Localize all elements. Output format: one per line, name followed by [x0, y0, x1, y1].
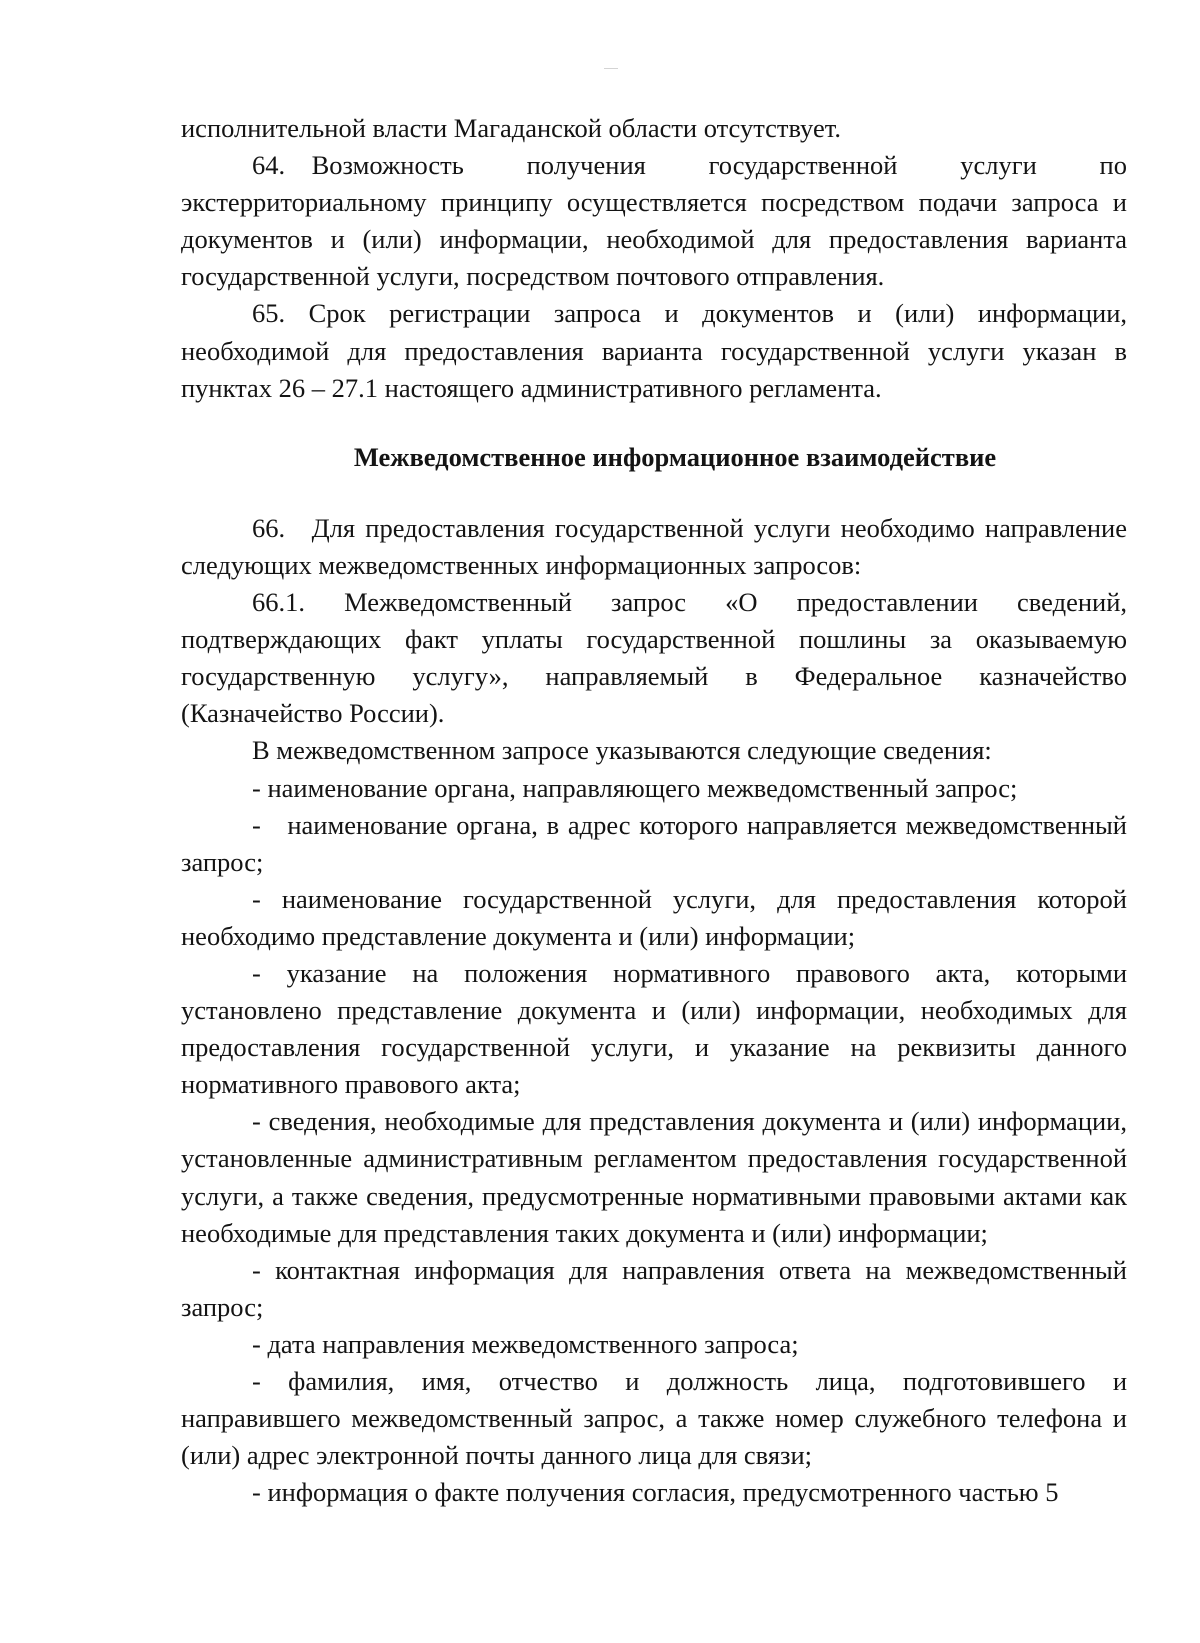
document-body: [181, 110, 1127, 1511]
paragraph-64: 64. Возможность получения государственной услуги по экстерриториальному принципу осуществляется посредством подачи запроса и документов и (или) информации, необходимой для предоставления варианта государственной услуги, посредством почтового отправления.: [181, 150, 1127, 292]
paragraph-66-1: 66.1. Межведомственный запрос «О предоставлении сведений, подтверждающих факт уплаты государственной пошлины за оказываемую государственную услугу», направляемый в Федеральное казначейство (Казначейство России).: [181, 587, 1127, 729]
paragraph-request-info-intro: В межведомственном запросе указываются следующие сведения:: [252, 735, 992, 766]
paragraph-65: 65. Срок регистрации запроса и документов и (или) информации, необходимой для предоставления варианта государственной услуги указан в пунктах 26 – 27.1 настоящего административного регламента.: [181, 298, 1127, 403]
list-item-sender-name: - наименование органа, направляющего межведомственный запрос;: [252, 772, 1018, 803]
list-item-legal-act: - указание на положения нормативного правового акта, которыми установлено представление документа и (или) информации, необходимых для предоставления государственной услуги, и указание на реквизиты данного нормативного правового акта;: [181, 957, 1127, 1100]
list-item-service-name: - наименование государственной услуги, для предоставления которой необходимо представление документа и (или) информации;: [181, 883, 1127, 951]
list-item-recipient-name: - наименование органа, в адрес которого направляется межведомственный запрос;: [181, 809, 1127, 877]
paragraph-continuation: исполнительной власти Магаданской области отсутствует.: [181, 113, 841, 143]
list-item-required-info: - сведения, необходимые для представления документа и (или) информации, установленные административным регламентом предоставления государственной услуги, а также сведения, предусмотренные нормативными правовыми актами как необходимые для представления таких документа и (или) информации;: [181, 1106, 1127, 1248]
list-item-consent-info: - информация о факте получения согласия, предусмотренного частью 5: [252, 1477, 1059, 1508]
paragraph-66: 66. Для предоставления государственной услуги необходимо направление следующих межведомственных информационных запросов:: [181, 512, 1127, 580]
scan-artifact: [604, 68, 618, 69]
section-heading: Межведомственное информационное взаимодействие: [353, 441, 997, 472]
list-item-request-date: - дата направления межведомственного запроса;: [252, 1328, 799, 1359]
list-item-responsible-person: - фамилия, имя, отчество и должность лица, подготовившего и направившего межведомственный запрос, а также номер служебного телефона и (или) адрес электронной почты данного лица для связи;: [181, 1366, 1127, 1471]
list-item-contact-info: - контактная информация для направления ответа на межведомственный запрос;: [181, 1254, 1127, 1322]
